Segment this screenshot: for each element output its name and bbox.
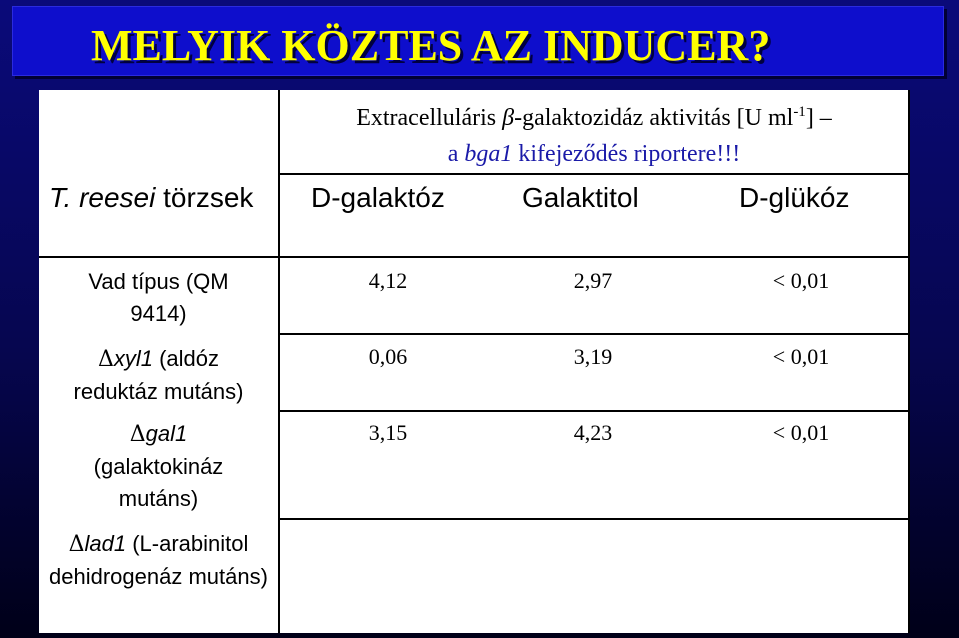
header-galaktitol: Galaktitol [522, 182, 639, 213]
delta-symbol: Δ [68, 532, 85, 557]
header-d-galaktoz: D-galaktóz [311, 182, 445, 213]
slide-title: MELYIK KÖZTES AZ INDUCER? [91, 21, 771, 70]
caption-text: a [447, 141, 465, 167]
grid-line [278, 173, 910, 175]
row-label-xyl1 [39, 343, 278, 408]
value-cell: 3,15 [368, 420, 408, 445]
grid-line [278, 333, 910, 335]
header-strains-label: törzsek [155, 182, 254, 213]
value-cell: < 0,01 [772, 268, 830, 293]
caption-text: ] – [805, 105, 832, 131]
caption-text: -galaktozidáz aktivitás [U ml [514, 105, 794, 131]
header-d-glukoz: D-glükóz [739, 182, 850, 213]
row-label-wild-type: Vad típus (QM 9414) [88, 269, 229, 326]
gene-name: xyl1 [113, 346, 153, 371]
caption-gene: bga1 [464, 141, 513, 167]
row-label-text: (L-arabinitol dehidrogenáz mutáns) [49, 531, 268, 589]
header-species: T. reesei [49, 182, 156, 213]
value-cell: < 0,01 [772, 344, 830, 369]
row-label-text: (galaktokináz mutáns) [93, 454, 224, 511]
caption-beta: β [502, 105, 515, 131]
caption-line-2 [278, 136, 910, 172]
delta-symbol: Δ [129, 422, 146, 447]
value-cell: 0,06 [368, 344, 408, 369]
row-label-text: (aldóz reduktáz mutáns) [73, 346, 244, 404]
grid-line [39, 256, 910, 258]
value-cell: 3,19 [573, 344, 613, 369]
title-bar [12, 6, 944, 76]
grid-line [278, 410, 910, 412]
value-cell: 4,12 [368, 268, 408, 293]
caption-superscript: -1 [793, 104, 806, 120]
grid-line [278, 518, 910, 520]
results-table [39, 90, 910, 633]
table-caption [278, 94, 910, 172]
value-cell: 2,97 [573, 268, 613, 293]
caption-text: kifejeződés riportere!!! [512, 141, 741, 167]
value-cell: < 0,01 [772, 420, 830, 445]
delta-symbol: Δ [97, 347, 114, 372]
caption-text: Extracelluláris [356, 105, 503, 131]
header-strains [49, 182, 253, 214]
row-label-lad1 [39, 528, 278, 593]
gene-name: lad1 [84, 531, 127, 556]
row-label-gal1 [39, 418, 278, 515]
caption-line-1 [278, 94, 910, 136]
value-cell: 4,23 [573, 420, 613, 445]
gene-name: gal1 [145, 421, 188, 446]
